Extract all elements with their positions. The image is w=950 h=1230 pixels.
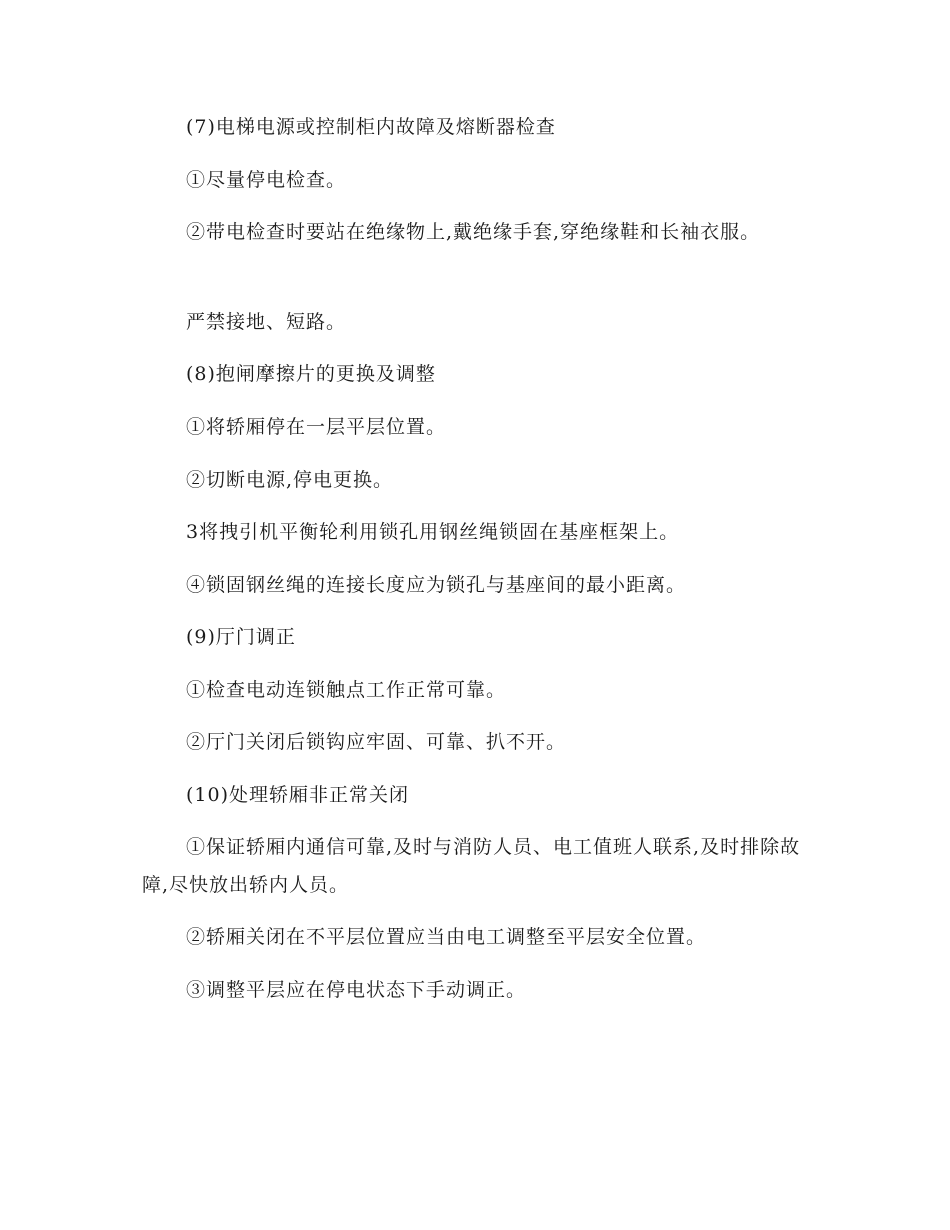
section-heading-8: (8)抱闸摩擦片的更换及调整 [186,363,436,385]
paragraph-9-1: ①检查电动连锁触点工作正常可靠。 [186,679,507,701]
paragraph-8-2: ②切断电源,停电更换。 [186,469,394,491]
paragraph-8-3: 3将拽引机平衡轮利用锁孔用钢丝绳锁固在基座框架上。 [186,521,680,543]
paragraph-7-note: 严禁接地、短路。 [186,311,347,333]
section-heading-10: (10)处理轿厢非正常关闭 [186,784,410,806]
paragraph-7-2: ②带电检查时要站在绝缘物上,戴绝缘手套,穿绝缘鞋和长袖衣服。 [186,221,761,243]
paragraph-7-1: ①尽量停电检查。 [186,169,347,191]
paragraph-10-3: ③调整平层应在停电状态下手动调正。 [186,979,527,1001]
paragraph-8-4: ④锁固钢丝绳的连接长度应为锁孔与基座间的最小距离。 [186,574,687,596]
section-heading-7: (7)电梯电源或控制柜内故障及熔断器检查 [186,116,556,138]
paragraph-10-2: ②轿厢关闭在不平层位置应当由电工调整至平层安全位置。 [186,926,707,948]
paragraph-10-1: ①保证轿厢内通信可靠,及时与消防人员、电工值班人联系,及时排除故障,尽快放出轿内人员。 [142,836,801,896]
paragraph-8-1: ①将轿厢停在一层平层位置。 [186,416,447,438]
paragraph-9-2: ②厅门关闭后锁钩应牢固、可靠、扒不开。 [186,731,567,753]
section-heading-9: (9)厅门调正 [186,626,296,648]
